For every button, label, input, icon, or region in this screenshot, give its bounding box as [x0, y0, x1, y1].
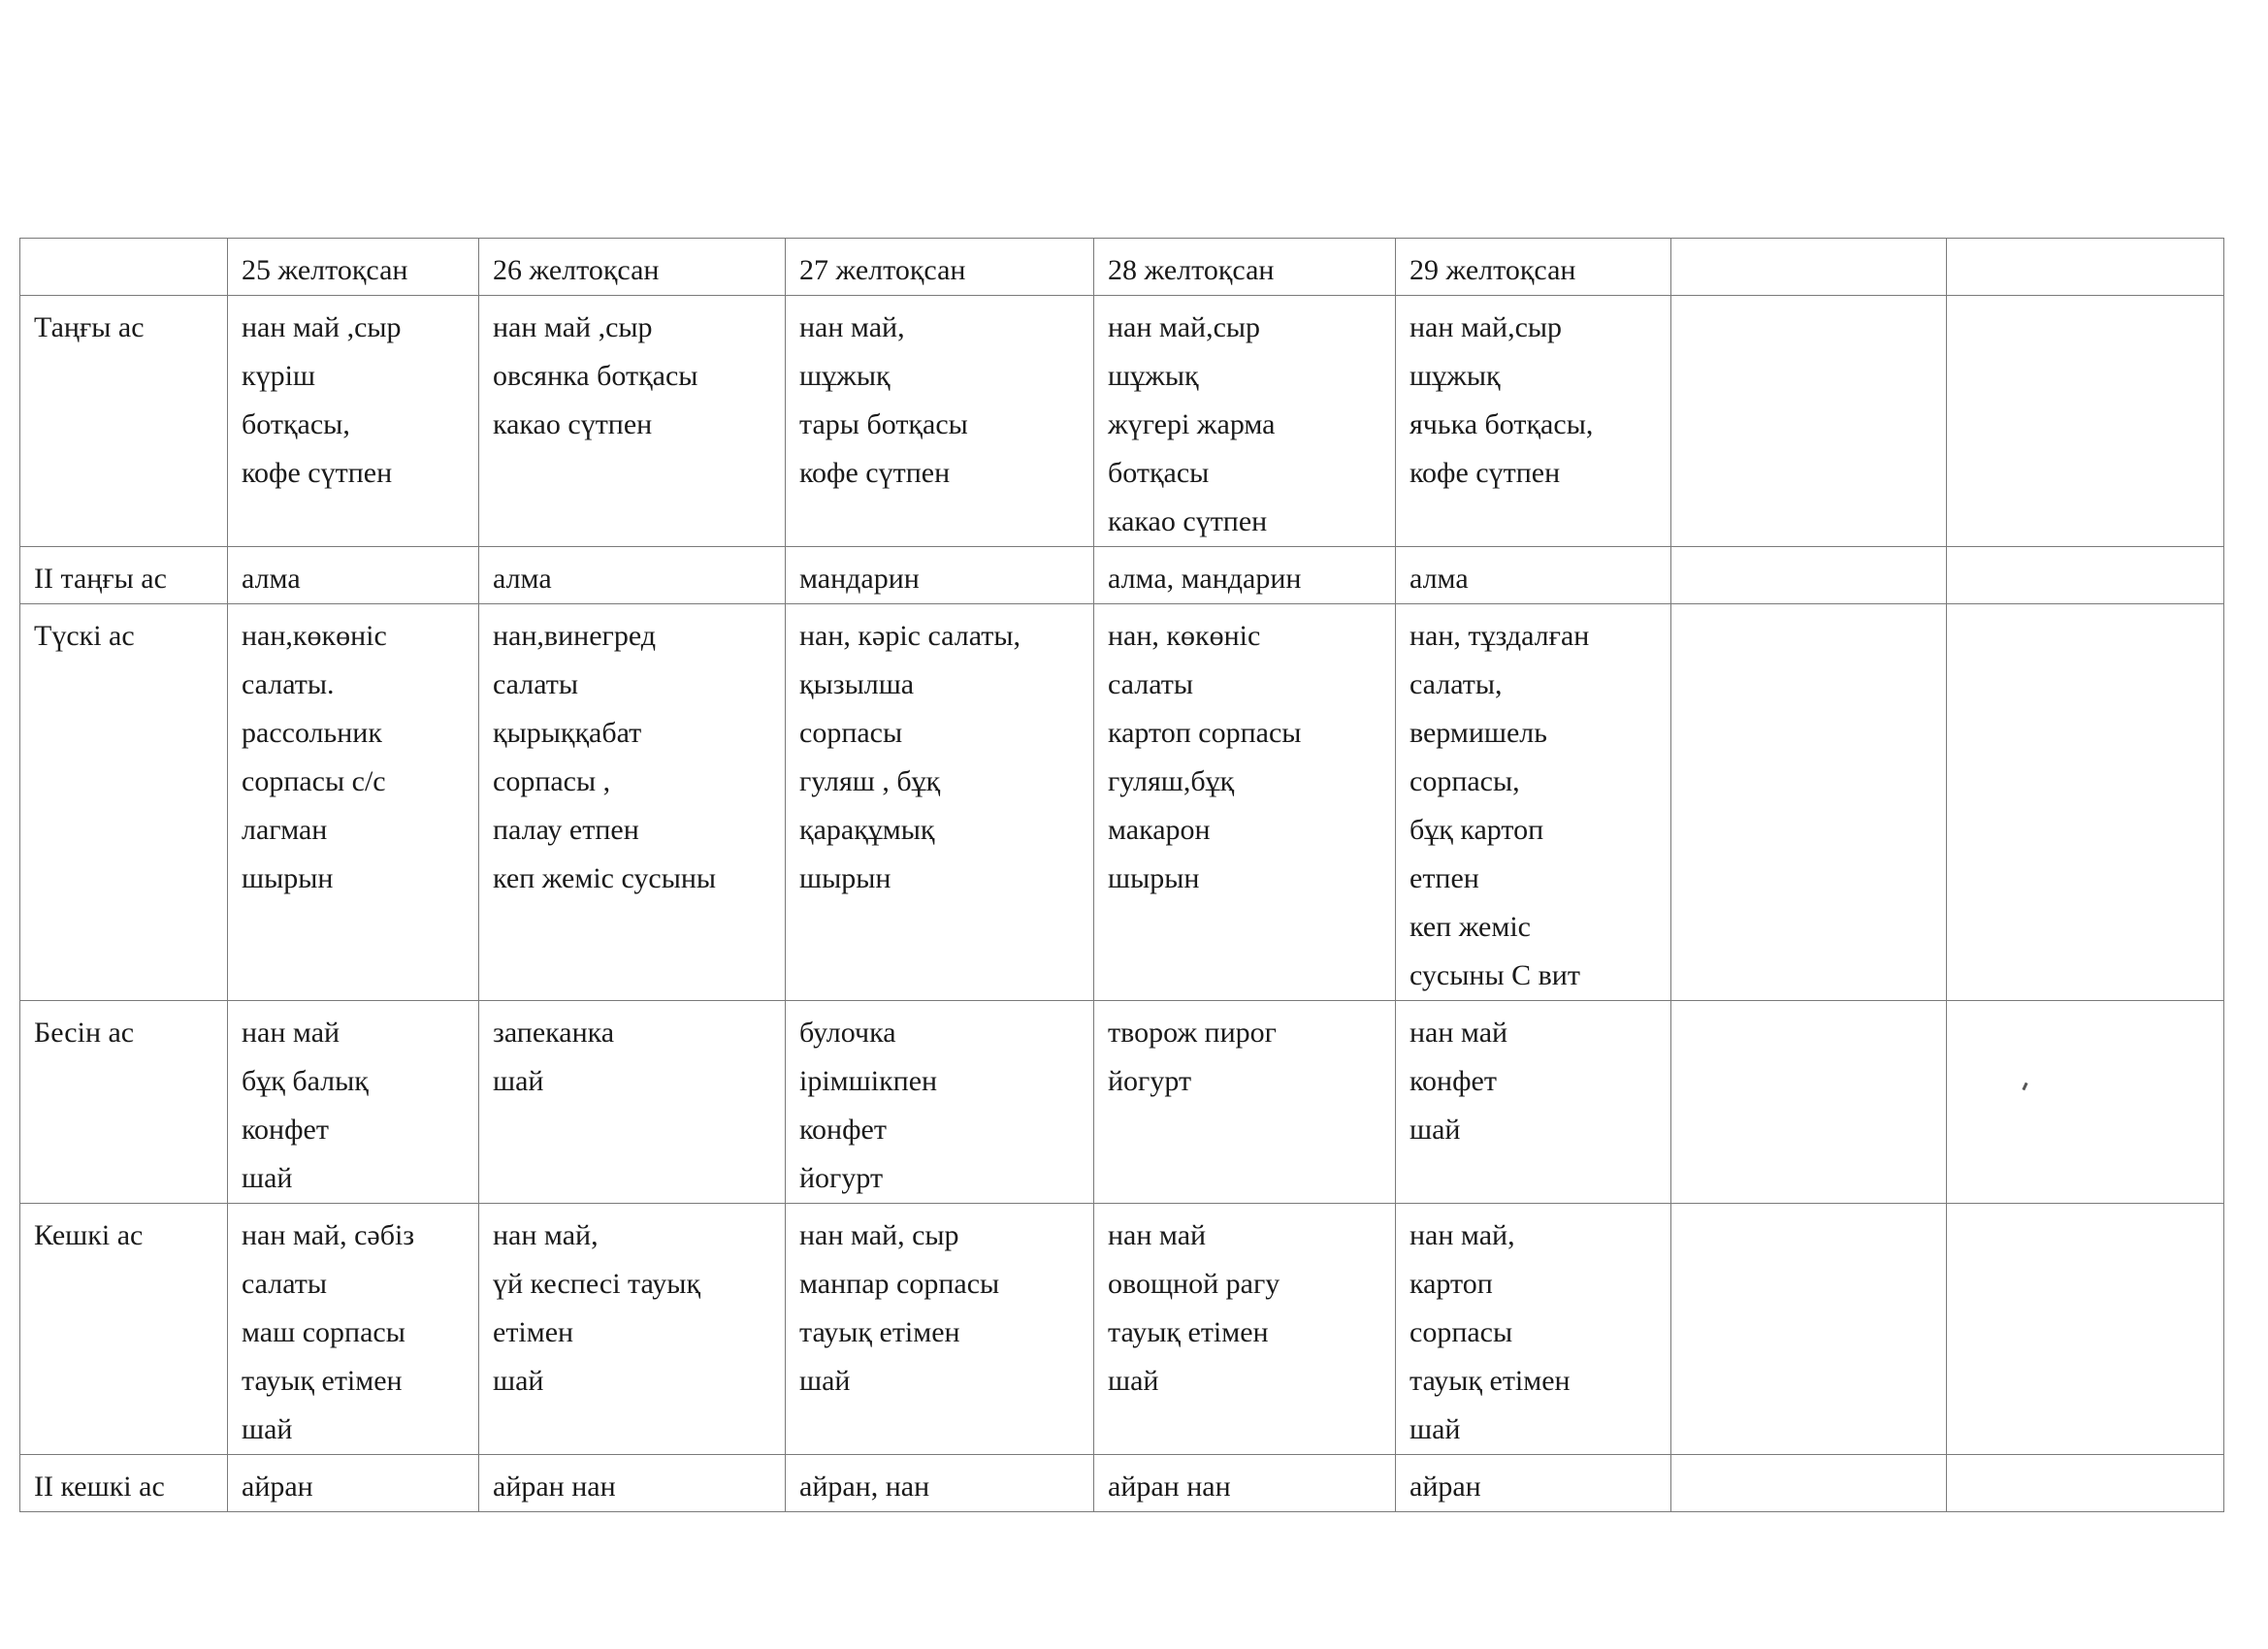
meal-row-dinner: [20, 1204, 2224, 1455]
menu-cell: нан май ,сыр күріш ботқасы, кофе сүтпен: [228, 296, 479, 547]
menu-cell: алма: [1396, 547, 1671, 604]
empty-cell: [1947, 1001, 2224, 1204]
menu-cell: нан май, шұжық тары ботқасы кофе сүтпен: [786, 296, 1094, 547]
menu-cell: айран нан: [1094, 1455, 1396, 1512]
menu-cell: нан май,сыр шұжық жүгері жарма ботқасы какао сүтпен: [1094, 296, 1396, 547]
menu-cell: нан май, үй кеспесі тауық етімен шай: [479, 1204, 786, 1455]
menu-cell: алма: [228, 547, 479, 604]
empty-cell: [1671, 1001, 1947, 1204]
menu-cell: нан май конфет шай: [1396, 1001, 1671, 1204]
empty-cell: [1947, 296, 2224, 547]
empty-cell: [1671, 547, 1947, 604]
empty-header-cell: [1947, 239, 2224, 296]
date-header-cell: 29 желтоқсан: [1396, 239, 1671, 296]
header-corner-cell: [20, 239, 228, 296]
menu-cell: айран, нан: [786, 1455, 1094, 1512]
menu-cell: нан, кәріс салаты, қызылша сорпасы гуляш , бұқ қарақұмық шырын: [786, 604, 1094, 1001]
empty-cell: [1671, 604, 1947, 1001]
meal-label-cell: Түскі ас: [20, 604, 228, 1001]
menu-cell: нан,винегред салаты қырыққабат сорпасы , палау етпен кеп жеміс сусыны: [479, 604, 786, 1001]
menu-cell: нан, тұздалған салаты, вермишель сорпасы, бұқ картоп етпен кеп жеміс сусыны С вит: [1396, 604, 1671, 1001]
date-header-cell: 26 желтоқсан: [479, 239, 786, 296]
empty-cell: [1947, 1455, 2224, 1512]
meal-row-second-dinner: [20, 1455, 2224, 1512]
menu-cell: булочка ірімшікпен конфет йогурт: [786, 1001, 1094, 1204]
menu-cell: запеканка шай: [479, 1001, 786, 1204]
menu-cell: творож пирог йогурт: [1094, 1001, 1396, 1204]
meal-label-cell: ІІ кешкі ас: [20, 1455, 228, 1512]
menu-cell: нан май овощной рагу тауық етімен шай: [1094, 1204, 1396, 1455]
meal-row-second-breakfast: [20, 547, 2224, 604]
date-header-cell: 27 желтоқсан: [786, 239, 1094, 296]
meal-row-afternoon-snack: [20, 1001, 2224, 1204]
menu-cell: айран: [1396, 1455, 1671, 1512]
empty-cell: [1947, 547, 2224, 604]
menu-cell: нан май ,сыр овсянка ботқасы какао сүтпен: [479, 296, 786, 547]
meal-row-breakfast: [20, 296, 2224, 547]
menu-cell: алма, мандарин: [1094, 547, 1396, 604]
table-header-row: [20, 239, 2224, 296]
date-header-cell: 28 желтоқсан: [1094, 239, 1396, 296]
meal-row-lunch: [20, 604, 2224, 1001]
empty-header-cell: [1671, 239, 1947, 296]
meal-menu-table: [19, 238, 2224, 1512]
empty-cell: [1671, 1204, 1947, 1455]
menu-cell: нан, көкөніс салаты картоп сорпасы гуляш,бұқ макарон шырын: [1094, 604, 1396, 1001]
meal-label-cell: Кешкі ас: [20, 1204, 228, 1455]
menu-cell: нан май, сәбіз салаты маш сорпасы тауық етімен шай: [228, 1204, 479, 1455]
menu-cell: алма: [479, 547, 786, 604]
meal-label-cell: Таңғы ас: [20, 296, 228, 547]
empty-cell: [1947, 604, 2224, 1001]
menu-cell: айран: [228, 1455, 479, 1512]
meal-label-cell: Бесін ас: [20, 1001, 228, 1204]
empty-cell: [1947, 1204, 2224, 1455]
empty-cell: [1671, 1455, 1947, 1512]
menu-cell: нан май, картоп сорпасы тауық етімен шай: [1396, 1204, 1671, 1455]
menu-cell: нан май,сыр шұжық ячька ботқасы, кофе сүтпен: [1396, 296, 1671, 547]
menu-cell: айран нан: [479, 1455, 786, 1512]
date-header-cell: 25 желтоқсан: [228, 239, 479, 296]
empty-cell: [1671, 296, 1947, 547]
menu-cell: мандарин: [786, 547, 1094, 604]
menu-cell: нан май бұқ балық конфет шай: [228, 1001, 479, 1204]
meal-label-cell: ІІ таңғы ас: [20, 547, 228, 604]
menu-cell: нан май, сыр манпар сорпасы тауық етімен шай: [786, 1204, 1094, 1455]
menu-cell: нан,көкөніс салаты. рассольник сорпасы с/с лагман шырын: [228, 604, 479, 1001]
